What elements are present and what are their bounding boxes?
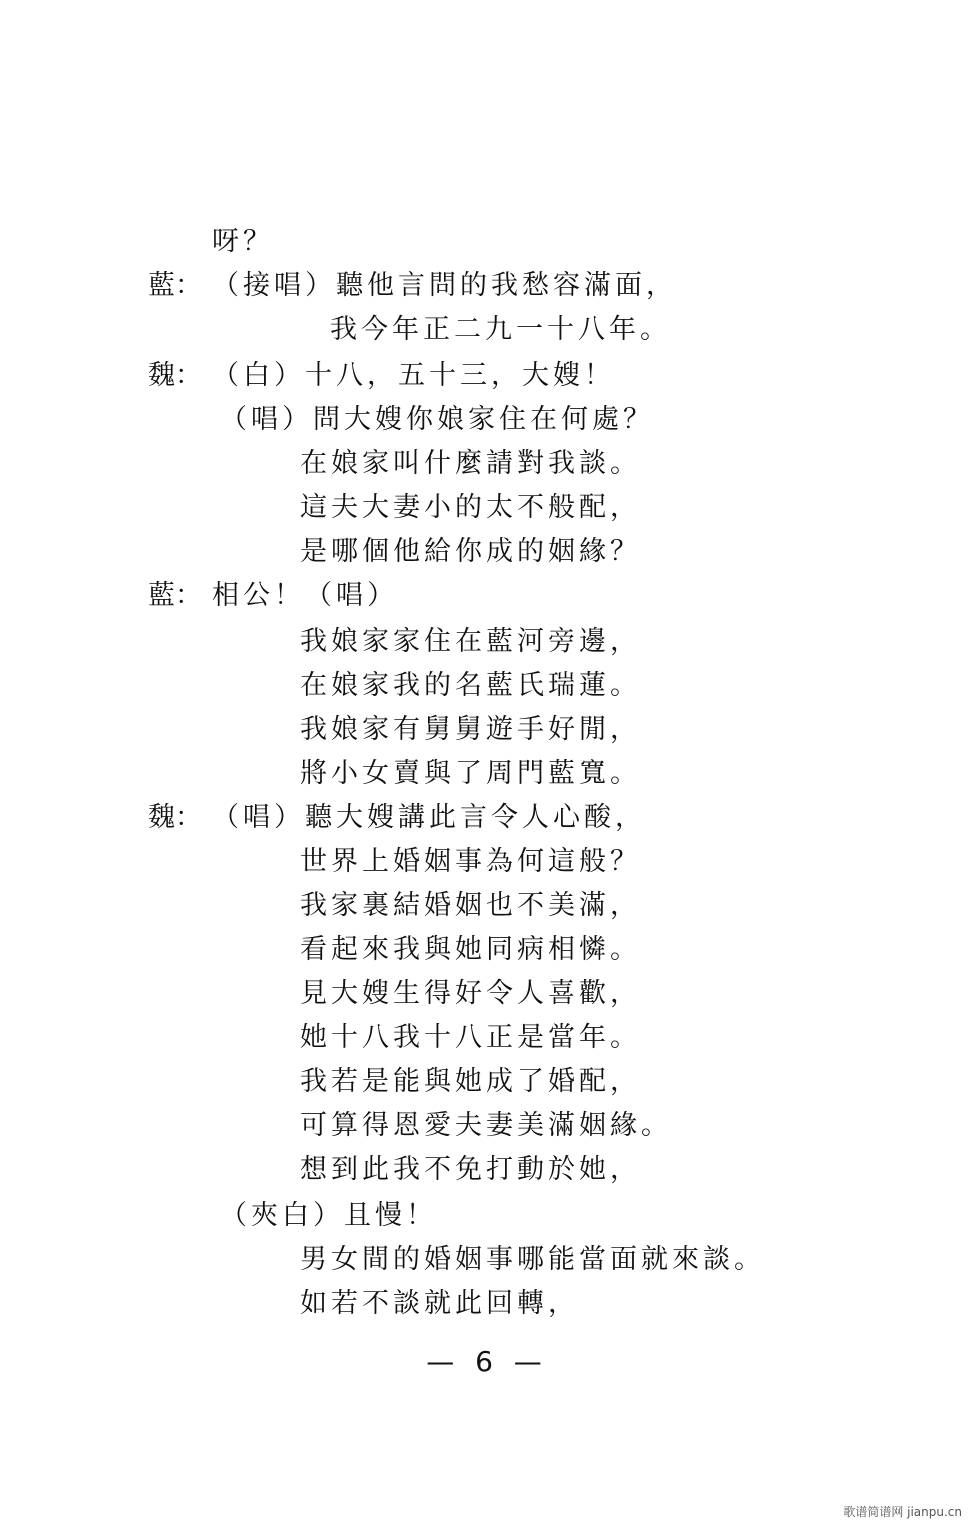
- script-line: 呀？: [212, 226, 274, 257]
- script-line: （夾白）且慢！: [220, 1200, 437, 1231]
- script-line: 在娘家我的名藍氏瑞蓮。: [300, 670, 641, 701]
- page-number: — 6 —: [426, 1345, 548, 1378]
- script-line: 可算得恩愛夫妻美滿姻緣。: [300, 1110, 672, 1141]
- script-line: （白）十八，五十三，大嫂！: [212, 360, 615, 391]
- script-line: 我家裏結婚姻也不美滿，: [300, 890, 641, 921]
- speaker-label: 藍：: [148, 580, 202, 611]
- script-line: 是哪個他給你成的姻緣？: [300, 536, 641, 567]
- script-line: 見大嫂生得好令人喜歡，: [300, 978, 641, 1009]
- script-line: 她十八我十八正是當年。: [300, 1022, 641, 1053]
- script-line: （唱）問大嫂你娘家住在何處？: [220, 404, 654, 435]
- watermark: 歌谱简谱网 jianpu.cn: [843, 1505, 962, 1519]
- script-line: （唱）聽大嫂講此言令人心酸，: [212, 802, 646, 833]
- script-line: 想到此我不免打動於她，: [300, 1154, 641, 1185]
- script-line: 我娘家家住在藍河旁邊，: [300, 626, 641, 657]
- script-line: 男女間的婚姻事哪能當面就來談。: [300, 1244, 765, 1275]
- script-line: 我若是能與她成了婚配，: [300, 1066, 641, 1097]
- script-line: 將小女賣與了周門藍寬。: [300, 758, 641, 789]
- script-line: 這夫大妻小的太不般配，: [300, 492, 641, 523]
- script-line: 如若不談就此回轉，: [300, 1288, 579, 1319]
- script-line: 相公！（唱）: [212, 580, 398, 611]
- speaker-label: 魏：: [148, 360, 202, 391]
- speaker-label: 藍：: [148, 270, 202, 301]
- speaker-label: 魏：: [148, 802, 202, 833]
- script-line: 世界上婚姻事為何這般？: [300, 846, 641, 877]
- script-line: 看起來我與她同病相憐。: [300, 934, 641, 965]
- script-line: 我娘家有舅舅遊手好閒，: [300, 714, 641, 745]
- script-line: （接唱）聽他言問的我愁容滿面，: [212, 270, 677, 301]
- script-line: 我今年正二九一十八年。: [330, 314, 671, 345]
- script-line: 在娘家叫什麼請對我談。: [300, 448, 641, 479]
